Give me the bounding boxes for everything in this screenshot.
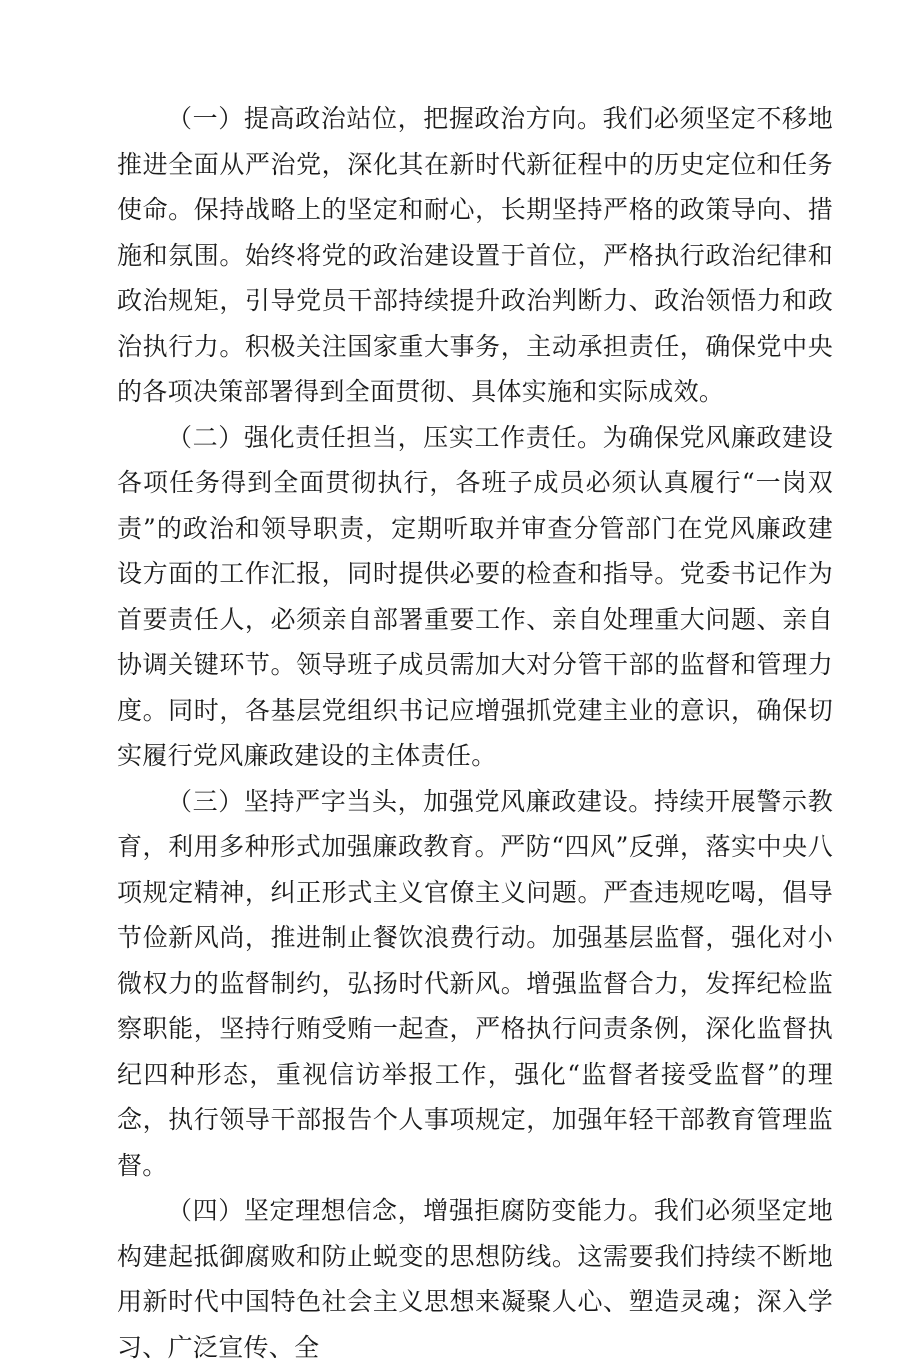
paragraph-2: （二）强化责任担当，压实工作责任。为确保党风廉政建设各项任务得到全面贯彻执行，各班子成员必须认真履行“一岗双责”的政治和领导职责，定期听取并审查分管部门在党风廉政建设方面的工作汇报，同时提供必要的检查和指导。党委书记作为首要责任人，必须亲自部署重要工作、亲自处理重大问题、亲自协调关键环节。领导班子成员需加大对分管干部的监督和管理力度。同时，各基层党组织书记应增强抓党建主业的意识，确保切实履行党风廉政建设的主体责任。 [117, 422, 833, 770]
paragraph-3: （三）坚持严字当头，加强党风廉政建设。持续开展警示教育，利用多种形式加强廉政教育。严防“四风”反弹，落实中央八项规定精神，纠正形式主义官僚主义问题。严查违规吃喝，倡导节俭新风尚，推进制止餐饮浪费行动。加强基层监督，强化对小微权力的监督制约，弘扬时代新风。增强监督合力，发挥纪检监察职能，坚持行贿受贿一起查，严格执行问责条例，深化监督执纪四种形态，重视信访举报工作，强化“监督者接受监督”的理念，执行领导干部报告个人事项规定，加强年轻干部教育管理监督。 [117, 786, 833, 1180]
paragraph-1: （一）提高政治站位，把握政治方向。我们必须坚定不移地推进全面从严治党，深化其在新时代新征程中的历史定位和任务使命。保持战略上的坚定和耐心，长期坚持严格的政策导向、措施和氛围。始终将党的政治建设置于首位，严格执行政治纪律和政治规矩，引导党员干部持续提升政治判断力、政治领悟力和政治执行力。积极关注国家重大事务，主动承担责任，确保党中央的各项决策部署得到全面贯彻、具体实施和实际成效。 [117, 104, 833, 406]
paragraph-4: （四）坚定理想信念，增强拒腐防变能力。我们必须坚定地构建起抵御腐败和防止蜕变的思想防线。这需要我们持续不断地用新时代中国特色社会主义思想来凝聚人心、塑造灵魂；深入学习、广泛宣传、全 [117, 1196, 833, 1362]
document-body [117, 96, 833, 1370]
